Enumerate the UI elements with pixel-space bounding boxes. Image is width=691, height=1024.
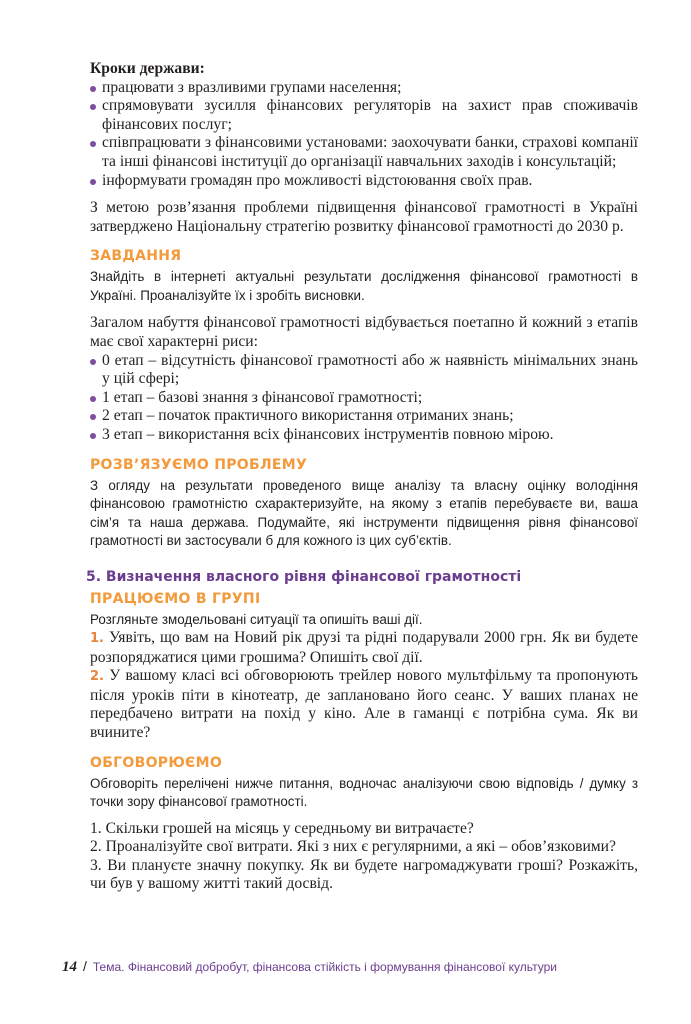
list-item: 0 етап – відсутність фінансової грамотності або ж наявність мінімальних знань у цій сфері; bbox=[90, 352, 638, 389]
question-item: 2. Проаналізуйте свої витрати. Які з них є регулярними, а які – обов’язковими? bbox=[90, 838, 616, 856]
task-heading: ЗАВДАННЯ bbox=[90, 248, 182, 265]
page-number: 14 bbox=[62, 959, 77, 975]
situation-number: 1. bbox=[90, 631, 104, 646]
bullet-icon bbox=[90, 141, 96, 147]
discuss-intro: Обговоріть перелічені нижче питання, водночас аналізуючи свою відповідь / думку з точки зору фінансової грамотності. bbox=[90, 775, 638, 810]
footer-separator: / bbox=[83, 958, 87, 974]
page-footer bbox=[62, 958, 662, 976]
list-item: 3 етап – використання всіх фінансових інструментів повною мірою. bbox=[90, 426, 638, 445]
question-item: 3. Ви плануєте значну покупку. Як ви будете нагромаджувати гроші? Розкажіть, чи був у вашому житті такий досвід. bbox=[90, 856, 638, 893]
task-text: Знайдіть в інтернеті актуальні результати дослідження фінансової грамотності в Україні. Проаналізуйте їх і зробіть висновки. bbox=[90, 269, 638, 303]
strategy-paragraph: З метою розв’язання проблеми підвищення фінансової грамотності в Україні затверджено Національну стратегію розвитку фінансової грамотності до 2030 р. bbox=[90, 199, 638, 235]
bullet-icon bbox=[90, 414, 96, 420]
list-item: співпрацювати з фінансовими установами: заохочувати банки, страхові компанії та інші фінансові інституції до організації навчальних заходів і консультацій; bbox=[90, 134, 638, 171]
steps-list bbox=[90, 79, 638, 191]
bullet-icon bbox=[90, 104, 96, 110]
bullet-icon bbox=[90, 179, 96, 185]
footer-title: Тема. Фінансовий добробут, фінансова стійкість і формування фінансової культури bbox=[92, 960, 557, 974]
bullet-icon bbox=[90, 359, 96, 365]
situation-item bbox=[90, 667, 638, 742]
group-work-intro: Розгляньте змодельовані ситуації та опишіть ваші дії. bbox=[90, 611, 423, 627]
stages-intro: Загалом набуття фінансової грамотності відбувається поетапно й кожний з етапів має свої характерні риси: bbox=[90, 314, 638, 350]
list-item: працювати з вразливими групами населення; bbox=[90, 79, 638, 98]
list-item: спрямовувати зусилля фінансових регуляторів на захист прав споживачів фінансових послуг; bbox=[90, 97, 638, 134]
problem-heading: РОЗВ’ЯЗУЄМО ПРОБЛЕМУ bbox=[90, 456, 308, 473]
stages-list bbox=[90, 352, 638, 445]
bullet-icon bbox=[90, 86, 96, 92]
situation-item bbox=[90, 629, 638, 667]
page-content bbox=[86, 60, 639, 894]
situation-number: 2. bbox=[90, 669, 104, 685]
list-item: 2 етап – початок практичного використання отриманих знань; bbox=[90, 407, 638, 426]
bullet-icon bbox=[90, 433, 96, 439]
discuss-heading: ОБГОВОРЮЄМО bbox=[90, 754, 223, 771]
steps-heading: Кроки держави: bbox=[90, 60, 205, 77]
bullet-icon bbox=[90, 396, 96, 402]
problem-text: З огляду на результати проведеного вище аналізу та власну оцінку володіння фінансовою грамотністю схарактеризуйте, на якому з етапів перебуваєте ви, ваша сім’я та наша держава. Подумайте, які інструменти підвищення рівня фінансової грамотності ви застосували б для кожного із цих суб’єктів. bbox=[90, 477, 638, 548]
situation-text: Уявіть, що вам на Новий рік друзі та рідні подарували 2000 грн. Як ви будете розпоряджатися цими грошима? Опишіть свої дії. bbox=[90, 629, 638, 666]
section-heading: 5. Визначення власного рівня фінансової грамотності bbox=[86, 568, 522, 585]
list-item: 1 етап – базові знання з фінансової грамотності; bbox=[90, 389, 638, 408]
group-work-heading: ПРАЦЮЄМО В ГРУПІ bbox=[90, 590, 261, 607]
question-item: 1. Скільки грошей на місяць у середньому ви витрачаєте? bbox=[90, 819, 474, 837]
list-item: інформувати громадян про можливості відстоювання своїх прав. bbox=[90, 172, 638, 191]
situation-text: У вашому класі всі обговорюють трейлер нового мультфільму та пропонують після уроків піти в кінотеатр, де заплановано його сеанс. У ваших планах не передбачено витрати на похід у кіно. Але в гаманці є потрібна сума. Як ви вчините? bbox=[90, 667, 639, 741]
